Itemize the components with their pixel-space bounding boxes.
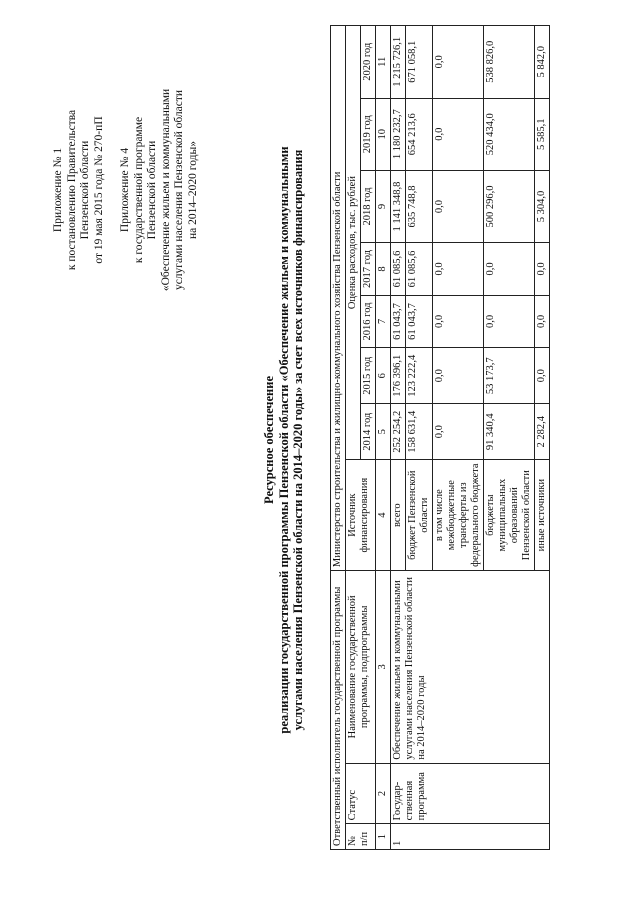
col-header-no: № п/п [346,824,376,850]
year-header: 2014 год [361,404,376,460]
column-number: 8 [376,243,391,296]
value-cell: 61 085,6 [406,243,433,296]
value-cell: 538 826,0 [484,26,535,99]
title-line: реализации государственной программы Пензенской области «Обеспечение жильем и коммунальными [276,146,291,734]
column-number: 2 [376,763,391,824]
column-number: 10 [376,98,391,170]
value-cell: 0,0 [535,295,550,348]
value-cell: 53 173,7 [484,348,535,404]
value-cell: 1 180 232,7 [391,98,406,170]
header-line: от 19 мая 2015 года № 270-пП [92,116,105,264]
responsible-value: Министерство строительства и жилищно-коммунального хозяйства Пензенской области [331,26,346,571]
value-cell: 0,0 [484,295,535,348]
header-line: Пензенской области [79,140,91,240]
value-cell: 1 141 348,8 [391,170,406,242]
col-header-status: Статус [346,763,376,824]
value-cell: 123 222,4 [406,348,433,404]
row-status: Государ-ственная программа [391,763,550,824]
year-header: 2016 год [361,295,376,348]
column-number: 3 [376,571,391,764]
value-cell: 5 304,0 [535,170,550,242]
source-cell: в том числе межбюджетные трансферты из федерального бюджета [433,460,484,571]
value-cell: 5 585,1 [535,98,550,170]
row-number: 1 [391,824,550,850]
value-cell: 0,0 [433,348,484,404]
source-cell: иные источники [535,460,550,571]
header-line: услугами населения Пензенской области [173,89,185,291]
value-cell: 0,0 [484,243,535,296]
value-cell: 0,0 [433,295,484,348]
year-header: 2020 год [361,26,376,99]
value-cell: 5 842,0 [535,26,550,99]
value-cell: 1 215 726,1 [391,26,406,99]
column-number: 6 [376,348,391,404]
header-line: Приложение № 4 [119,147,131,233]
row-name: Обеспечение жильем и коммунальными услугами населения Пензенской области на 2014–2020 годы [391,571,550,764]
value-cell: 61 043,7 [406,295,433,348]
value-cell: 0,0 [433,170,484,242]
value-cell: 176 396,1 [391,348,406,404]
value-cell: 0,0 [535,348,550,404]
source-cell: всего [391,460,406,571]
year-header: 2019 год [361,98,376,170]
column-number: 11 [376,26,391,99]
column-number: 5 [376,404,391,460]
header-line: «Обеспечение жильем и коммунальными [159,88,172,292]
document-title [262,135,306,745]
value-cell: 61 085,6 [391,243,406,296]
title-line: Ресурсное обеспечение [262,376,276,505]
year-header: 2015 год [361,348,376,404]
column-number: 4 [376,460,391,571]
value-cell: 2 282,4 [535,404,550,460]
title-line: услугами населения Пензенской области на 2014–2020 годы» за счет всех источников финансирования [291,149,305,731]
value-cell: 654 213,6 [406,98,433,170]
value-cell: 671 058,1 [406,26,433,99]
value-cell: 0,0 [433,26,484,99]
value-cell: 91 340,4 [484,404,535,460]
source-cell: бюджеты муниципальных образований Пензенской области [484,460,535,571]
header-line: на 2014–2020 годы» [186,141,199,239]
value-cell: 500 296,0 [484,170,535,242]
value-cell: 0,0 [535,243,550,296]
value-cell: 0,0 [433,243,484,296]
table-row [391,26,406,850]
value-cell: 635 748,8 [406,170,433,242]
col-header-estimate: Оценка расходов, тыс. рублей [346,26,361,460]
value-cell: 520 434,0 [484,98,535,170]
value-cell: 158 631,4 [406,404,433,460]
column-number: 1 [376,824,391,850]
responsible-label: Ответственный исполнитель государственной программы [331,571,346,850]
header-line: Приложение № 1 [52,147,64,233]
year-header: 2017 год [361,243,376,296]
header-line: к государственной программе [132,116,145,264]
source-cell: бюджет Пензенской области [406,460,433,571]
col-header-name: Наименование государственной программы, подпрограммы [346,571,376,764]
value-cell: 61 043,7 [391,295,406,348]
value-cell: 0,0 [433,98,484,170]
resource-table [330,25,550,850]
value-cell: 252 254,2 [391,404,406,460]
value-cell: 0,0 [433,404,484,460]
year-header: 2018 год [361,170,376,242]
header-line: Пензенской области [146,140,158,240]
appendix-header [52,55,200,325]
col-header-source: Источник финансирования [346,460,376,571]
header-line: к постановлению Правительства [65,109,78,271]
column-number: 7 [376,295,391,348]
column-number: 9 [376,170,391,242]
